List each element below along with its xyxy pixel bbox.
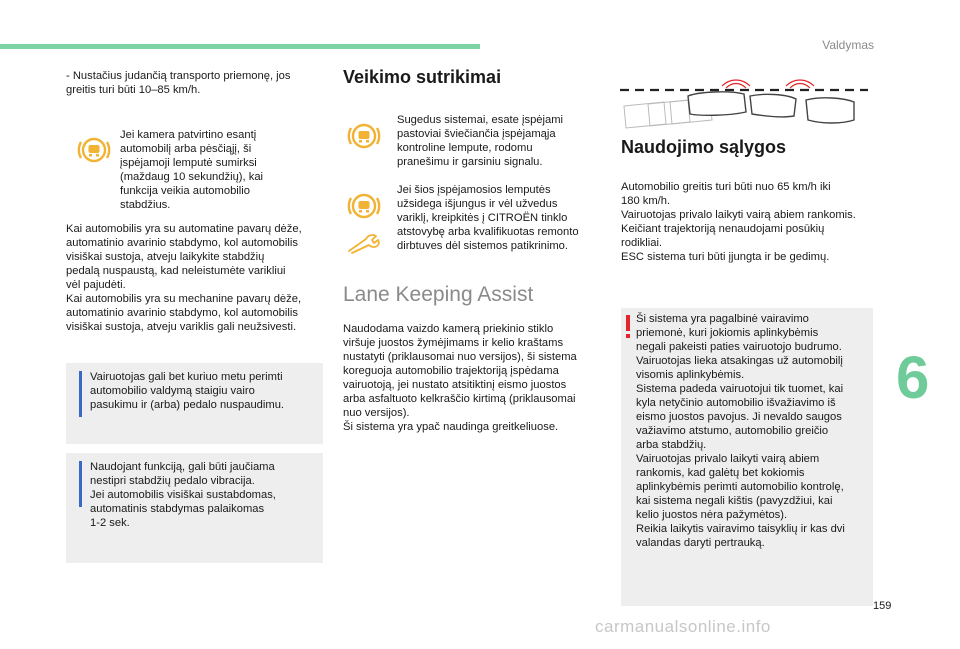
emergency-brake-warning-icon [346,188,382,224]
gearbox-paragraph: Kai automobilis yra su automatine pavarų dėže, automatinio avarinio stabdymo, kol automobilis visiškai sustoja, atveju laikykite stabdžių pedalą nuspaustą, kad neleistumėte varikliui vėl pajudėti. Kai automobilis yra su mechanine pavarų dėže, automatinio avarinio stabdymo, kol automobilis visiškai sustoja, atveju variklis gali neužsivesti. [66,223,302,333]
wrench-icon [346,232,386,254]
emergency-brake-warning-icon [76,132,112,168]
warning-exclamation-icon [624,315,632,339]
system-fault-warning-icon [346,118,382,154]
service-text: Jei šios įspėjamosios lemputės užsidega išjungus ir vėl užvedus variklį, kreipkitės į CITROËN tinklo atstovybę arba kvalifikuotas remonto dirbtuves dėl sistemos patikrinimo. [397,184,579,252]
info-bar-icon [79,371,82,417]
conditions-text: Automobilio greitis turi būti nuo 65 km/h iki 180 km/h. Vairuotojas privalo laikyti vairą abiem rankomis. Keičiant trajektoriją nenaudojami posūkių rodikliai. ESC sistema turi būti įjungta ir be gedimų. [621,181,856,263]
info-box-pedal-vibration [66,453,323,563]
lane-departure-illustration [618,72,870,132]
faults-heading: Veikimo sutrikimai [343,67,502,87]
info-box-text: Naudojant funkciją, gali būti jaučiama nestipri stabdžių pedalo vibracija. Jei automobilis visiškai sustabdomas, automatinis stabdymas palaikomas 1-2 sek. [90,461,276,529]
info-box-driver-override [66,363,323,444]
fault-lamp-text: Sugedus sistemai, esate įspėjami pastoviai šviečiančia įspėjamąja kontroline lempute, rodomu pranešimu ir garsiniu signalu. [397,114,564,168]
chapter-number: 6 [896,344,930,411]
warning-box [621,308,873,606]
info-box-text: Vairuotojas gali bet kuriuo metu perimti automobilio valdymą staigiu vairo pasukimu ir (arba) pedalo nuspaudimu. [90,371,285,411]
info-bar-icon [79,461,82,507]
page-number: 159 [873,600,892,612]
warning-text: Ši sistema yra pagalbinė vairavimo priemonė, kuri jokiomis aplinkybėmis negali pakeisti paties vairuotojo budrumo. Vairuotojas lieka atsakingas už automobilį visomis aplinkybėmis. Sistema padeda vairuotojui tik tuomet, kai kyla netyčinio automobilio išvažiavimo iš eismo juostos pavojus. Ji nevaldo saugos važiavimo atstumo, automobilio greičio arba stabdžių. Vairuotojas privalo laikyti vairą abiem rankomis, kad galėtų bet kokiomis aplinkybėmis perimti automobilio kontrolę, kai sistema negali kištis (pavyzdžiui, kai kelio juostos nėra pažymėtos). Reikia laikytis vairavimo taisyklių ir kas dvi valandas daryti pertrauką. [636,313,845,549]
watermark: carmanualsonline.info [595,617,771,636]
speed-condition-bullet: - Nustačius judančią transporto priemonę, jos greitis turi būti 10–85 km/h. [66,70,291,96]
section-title: Valdymas [822,38,874,52]
header-accent-bar [0,44,480,49]
lka-heading: Lane Keeping Assist [343,283,534,306]
camera-lamp-text: Jei kamera patvirtino esantį automobilį arba pėsčiąjį, ši įspėjamoji lemputė sumirksi (maždaug 10 sekundžių), kai funkcija veikia automobilio stabdžius. [120,129,264,211]
conditions-heading: Naudojimo sąlygos [621,137,787,157]
lka-description: Naudodama vaizdo kamerą priekinio stiklo viršuje juostos žymėjimams ir kelio kraštams nustatyti (priklausomai nuo versijos), ši sistema koreguoja automobilio trajektoriją įspėdama vairuotoją, jei nustato atsitiktinį eismo juostos arba asfaltuoto kelkraščio kirtimą (priklausomai nuo versijos). Ši sistema yra ypač naudinga greitkeliuose. [343,323,577,433]
